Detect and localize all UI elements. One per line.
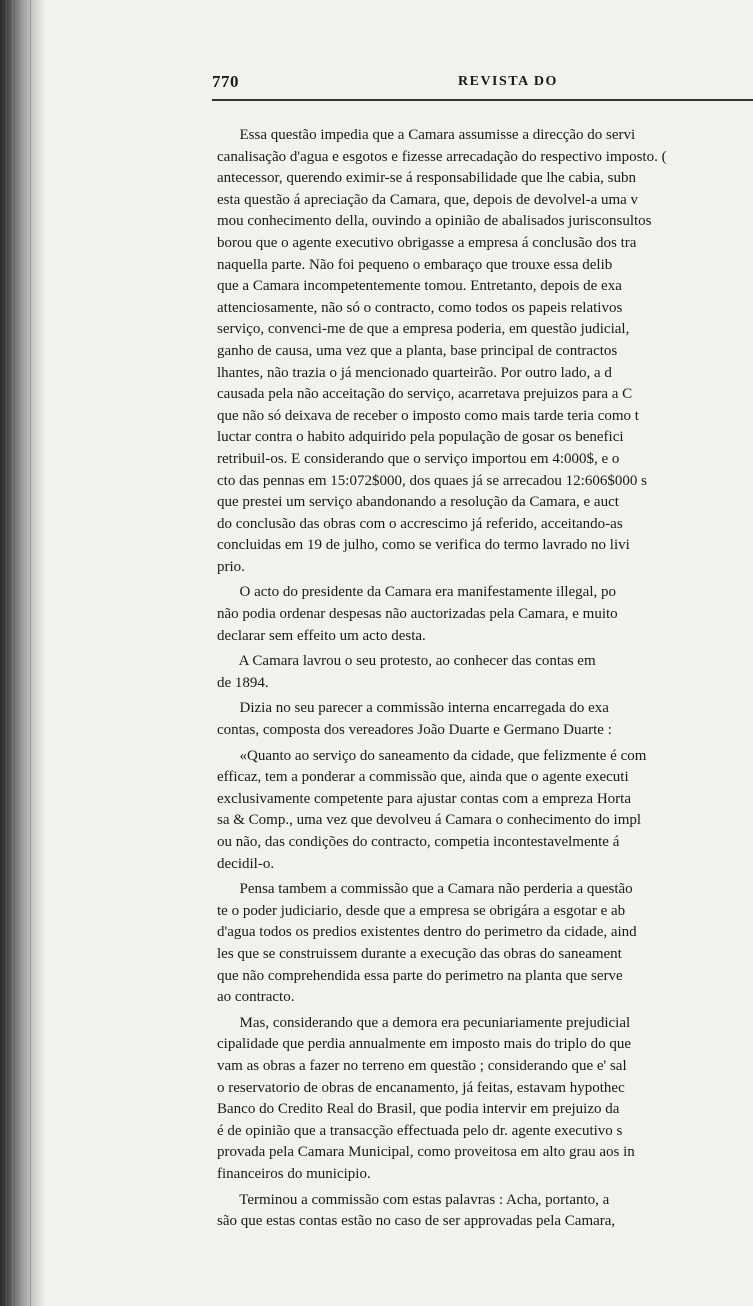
text-line: ao contracto.	[217, 989, 295, 1006]
text-line: cto das pennas em 15:072$000, dos quaes já se arrecadou 12:606$000 s	[217, 472, 647, 489]
text-line: decidil-o.	[217, 855, 275, 872]
text-line: sa & Comp., uma vez que devolveu á Camara o conhecimento do impl	[217, 812, 642, 829]
binding-edge-line	[6, 0, 7, 1306]
text-line: o reservatorio de obras de encanamento, já feitas, estavam hypothec	[217, 1079, 625, 1096]
text-line: são que estas contas estão no caso de ser approvadas pela Camara,	[217, 1213, 616, 1230]
text-line: que não só deixava de receber o imposto como mais tarde teria como t	[217, 407, 639, 424]
paragraph	[217, 746, 753, 876]
paragraph	[217, 879, 753, 1009]
text-line: que a Camara incompetentemente tomou. Entretanto, depois de exa	[217, 278, 622, 295]
text-line: d'agua todos os predios existentes dentro do perimetro da cidade, aind	[217, 924, 637, 941]
text-line: O acto do presidente da Camara era manifestamente illegal, po	[217, 584, 617, 601]
binding-edge-line	[30, 0, 31, 1306]
text-line: «Quanto ao serviço do saneamento da cidade, que felizmente é com	[217, 747, 647, 764]
paragraph	[217, 582, 753, 647]
paragraph	[217, 125, 753, 578]
text-line: efficaz, tem a ponderar a commissão que, ainda que o agente executi	[217, 769, 629, 786]
text-line: é de opinião que a transacção effectuada pelo dr. agente executivo s	[217, 1122, 623, 1139]
text-line: Mas, considerando que a demora era pecuniariamente prejudicial	[217, 1014, 631, 1031]
text-line: que não comprehendida essa parte do perimetro na planta que serve	[217, 967, 623, 984]
text-line: de 1894.	[217, 674, 269, 691]
text-line: Terminou a commissão com estas palavras : Acha, portanto, a	[217, 1191, 610, 1208]
text-line: prio.	[217, 558, 245, 575]
text-line: te o poder judiciario, desde que a empresa se obrigára a esgotar e ab	[217, 902, 626, 919]
text-line: provada pela Camara Municipal, como proveitosa em alto grau aos in	[217, 1144, 635, 1161]
text-line: Essa questão impedia que a Camara assumisse a direcção do servi	[217, 127, 636, 143]
paragraph	[217, 1190, 753, 1233]
binding-edge-line	[12, 0, 13, 1306]
text-line: les que se construissem durante a execução das obras do saneament	[217, 945, 622, 962]
text-line: ou não, das condições do contracto, competia incontestavelmente á	[217, 834, 620, 850]
text-line: esta questão á apreciação da Camara, que, depois de devolvel-a uma v	[217, 191, 639, 208]
text-line: Pensa tambem a commissão que a Camara não perderia a questão	[217, 881, 633, 898]
text-line: causada pela não acceitação do serviço, acarretava prejuizos para a C	[217, 386, 633, 403]
body-text	[217, 125, 753, 1305]
text-line: que prestei um serviço abandonando a resolução da Camara, e auct	[217, 494, 619, 511]
text-line: Dizia no seu parecer a commissão interna encarregada do exa	[217, 700, 609, 717]
text-line: exclusivamente competente para ajustar contas com a empreza Horta	[217, 790, 631, 807]
text-line: ganho de causa, uma vez que a planta, base principal de contractos	[217, 342, 618, 359]
text-line: concluidas em 19 de julho, como se verifica do termo lavrado no livi	[217, 537, 630, 554]
text-line: contas, composta dos vereadores João Duarte e Germano Duarte :	[217, 722, 612, 739]
text-line: retribuil-os. E considerando que o serviço importou em 4:000$, e o	[217, 450, 620, 467]
text-line: vam as obras a fazer no terreno em questão ; considerando que e' sal	[217, 1057, 627, 1074]
text-line: financeiros do municipio.	[217, 1165, 371, 1182]
text-line: lhantes, não trazia o já mencionado quarteirão. Por outro lado, a d	[217, 364, 612, 381]
text-line: cipalidade que perdia annualmente em imposto mais do triplo do que	[217, 1036, 632, 1053]
page-number: 770	[212, 72, 239, 91]
text-line: mou conhecimento della, ouvindo a opinião de abalisados jurisconsultos	[217, 213, 652, 230]
running-head: REVISTA DO	[458, 74, 558, 89]
text-line: A Camara lavrou o seu protesto, ao conhecer das contas em	[217, 653, 596, 670]
paragraph	[217, 698, 753, 741]
text-line: canalisação d'agua e esgotos e fizesse arrecadação do respectivo imposto. (	[217, 148, 667, 165]
text-line: serviço, convenci-me de que a empresa poderia, em questão judicial,	[217, 321, 630, 338]
page-header	[212, 68, 753, 96]
text-line: naquella parte. Não foi pequeno o embaraço que trouxe essa delib	[217, 256, 613, 273]
text-line: attenciosamente, não só o contracto, como todos os papeis relativos	[217, 299, 623, 316]
text-line: declarar sem effeito um acto desta.	[217, 627, 426, 644]
text-line: antecessor, querendo eximir-se á responsabilidade que lhe cabia, subn	[217, 170, 636, 187]
text-line: do conclusão das obras com o accrescimo já referido, acceitando-as	[217, 515, 623, 532]
header-rule	[212, 99, 753, 101]
text-line: luctar contra o habito adquirido pela população de gosar os benefici	[217, 429, 624, 446]
text-line: borou que o agente executivo obrigasse a empresa á conclusão dos tra	[217, 234, 637, 251]
paragraph	[217, 651, 753, 694]
text-line: Banco do Credito Real do Brasil, que podia intervir em prejuizo da	[217, 1101, 620, 1118]
paragraph	[217, 1013, 753, 1186]
text-line: não podia ordenar despesas não auctorizadas pela Camara, e muito	[217, 606, 618, 623]
